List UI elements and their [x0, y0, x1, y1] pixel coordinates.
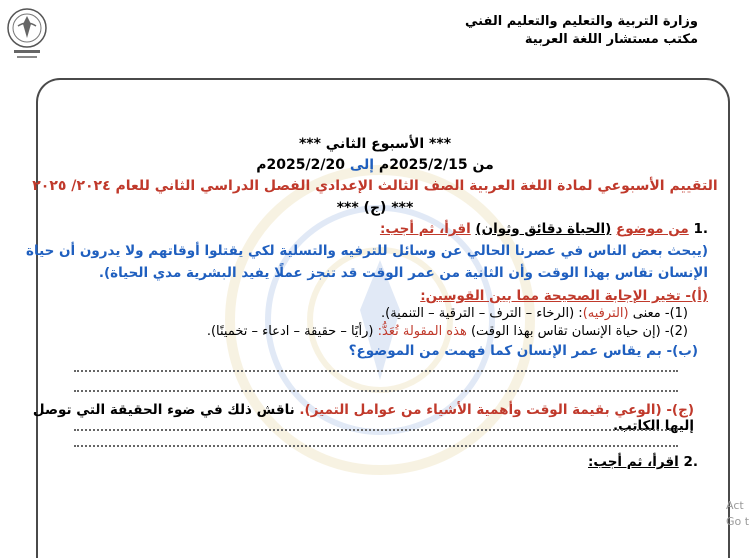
assessment-title: التقييم الأسبوعي لمادة اللغة العربية الصف الثالث الإعدادي الفصل الدراسي الثاني للعام ٢٠٢٤/ ٢٠٢٥: [32, 178, 718, 194]
item-2-prefix: (2)- (إن حياة الإنسان تقاس بهذا الوقت): [470, 324, 688, 339]
question-1-topic: (الحياة دقائق وثوان): [475, 221, 612, 237]
answer-line[interactable]: [74, 390, 678, 392]
answer-line[interactable]: [74, 370, 678, 372]
ministry-seal-logo: [6, 6, 48, 62]
question-c-rest: ناقش ذلك في ضوء الحقيقة التي توصل إليها الكاتب.: [32, 402, 694, 434]
date-to: 2025/2/20م: [256, 157, 345, 173]
question-1-prefix: من موضوع: [615, 221, 689, 237]
question-2-text: اقرأ، ثم أجب:: [588, 454, 679, 470]
item-1-prefix: (1)- معنى: [632, 306, 688, 321]
date-to-label: إلى: [349, 157, 375, 173]
question-1-heading: [28, 221, 708, 237]
question-2-heading: [38, 454, 698, 470]
reading-passage: (يبحث بعض الناس في عصرنا الحالي عن وسائل للترفيه والتسلية لكي يقتلوا أوقاتهم ولا يدرون أن حياة الإنسان تقاس بهذا الوقت وأن الثانية من عمر الوقت قد تنجز عملًا يفيد البشرية مدي الحياة).: [26, 243, 708, 281]
question-b: (ب)- بم يقاس عمر الإنسان كما فهمت من الموضوع؟: [348, 343, 698, 359]
activation-line-2: Go t: [726, 515, 750, 528]
question-1-instruction: اقرأ، ثم أجب:: [379, 221, 471, 237]
item-2-highlight: هذه المقولة تُعَدُّ:: [377, 324, 467, 339]
item-1-options: : (الرخاء – الترف – الترقية – التنمية).: [381, 306, 583, 321]
question-1-number: .1: [693, 221, 708, 237]
activation-overlay: [726, 498, 749, 530]
date-from: من 2025/2/15م: [378, 157, 494, 173]
date-range: [0, 157, 750, 173]
question-a-item-2: [28, 324, 688, 339]
answer-line[interactable]: [74, 429, 678, 431]
question-a-label: (أ)- تخير الإجابة الصحيحة مما بين القوسين:: [420, 288, 708, 304]
item-1-word: (الترفيه): [582, 306, 629, 321]
question-2-number: .2: [683, 454, 698, 470]
activation-line-1: Act: [726, 499, 744, 512]
week-title: *** الأسبوع الثاني ***: [298, 136, 452, 152]
answer-line[interactable]: [74, 445, 678, 447]
office-name: مكتب مستشار اللغة العربية: [524, 32, 698, 47]
question-c-prefix: (ج)- (الوعي بقيمة الوقت وأهمية الأشياء من عوامل التميز).: [299, 402, 694, 418]
question-a-item-1: [28, 306, 688, 321]
item-2-options: (رأيًا – حقيقة – ادعاء – تخمينًا).: [206, 324, 374, 339]
ministry-name: وزارة التربية والتعليم والتعليم الفني: [465, 14, 698, 29]
part-label: *** (ج) ***: [336, 200, 414, 216]
